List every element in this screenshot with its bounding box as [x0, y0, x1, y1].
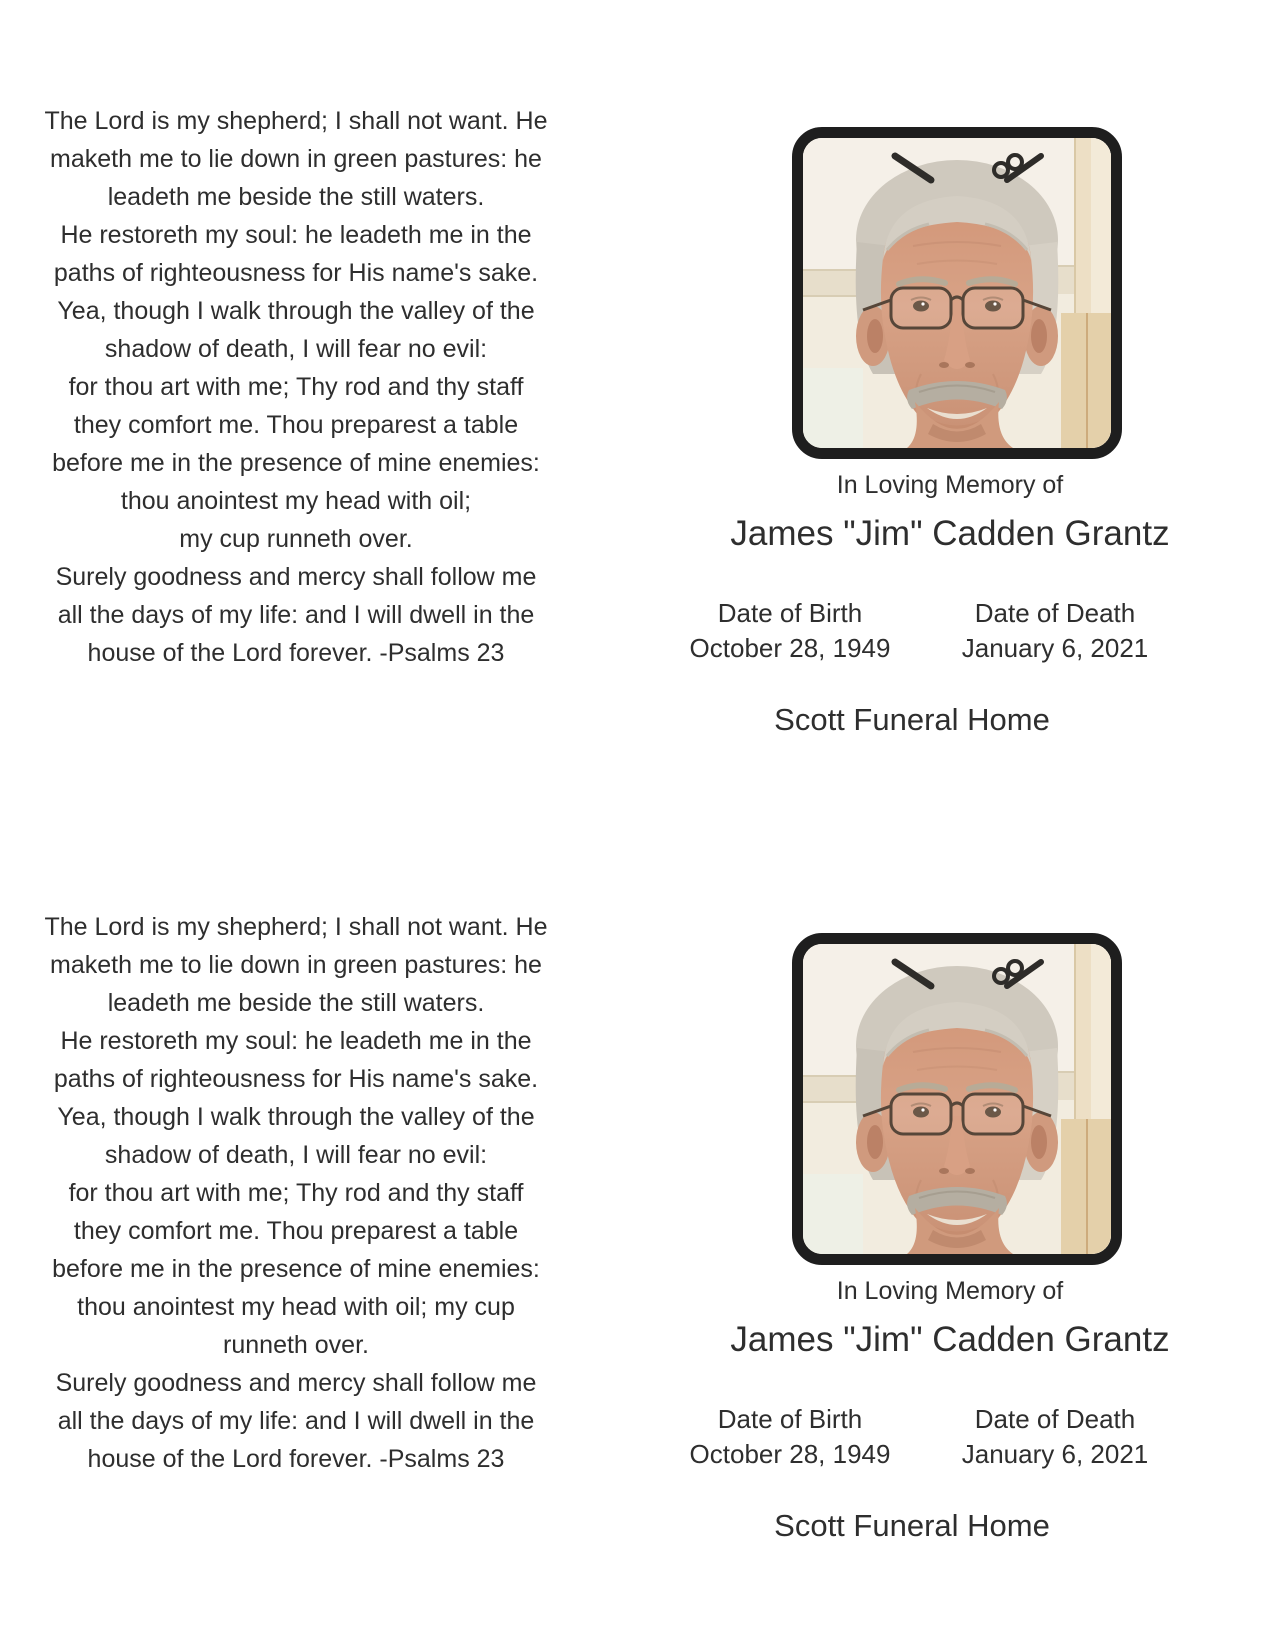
portrait-photo [792, 933, 1122, 1265]
date-of-birth-block [640, 596, 940, 666]
birth-label: Date of Birth [717, 1404, 863, 1434]
psalm-line: house of the Lord forever. -Psalms 23 [87, 639, 505, 667]
psalm-line: all the days of my life: and I will dwell in the [57, 1407, 535, 1435]
funeral-home-name: Scott Funeral Home [774, 702, 1050, 737]
psalm-line: paths of righteousness for His name's sake. [53, 259, 539, 287]
psalm-line: Surely goodness and mercy shall follow me [55, 1369, 537, 1397]
psalm-line: Yea, though I walk through the valley of the [57, 297, 535, 325]
psalm-line: shadow of death, I will fear no evil: [104, 335, 488, 363]
psalm-line: runneth over. [223, 1331, 369, 1359]
birth-date: October 28, 1949 [689, 1439, 891, 1469]
deceased-name: James "Jim" Cadden Grantz [730, 1320, 1170, 1359]
psalm-line: The Lord is my shepherd; I shall not want. He [44, 107, 548, 135]
date-of-death-block [905, 1402, 1205, 1472]
psalm-line: my cup runneth over. [179, 525, 413, 553]
death-label: Date of Death [974, 1404, 1136, 1434]
psalm-line: for thou art with me; Thy rod and thy staff [68, 1179, 524, 1207]
birth-date: October 28, 1949 [689, 633, 891, 663]
portrait-photo [792, 127, 1122, 459]
psalm-line: He restoreth my soul: he leadeth me in the [60, 221, 532, 249]
death-date: January 6, 2021 [961, 1439, 1149, 1469]
psalm-line: maketh me to lie down in green pastures: he [50, 951, 542, 979]
psalm-line: shadow of death, I will fear no evil: [104, 1141, 488, 1169]
psalm-line: Yea, though I walk through the valley of the [57, 1103, 535, 1131]
tribute-line: In Loving Memory of [836, 471, 1064, 499]
psalm-23-text [35, 102, 557, 672]
tribute-line: In Loving Memory of [836, 1277, 1064, 1305]
psalm-line: they comfort me. Thou preparest a table [73, 1217, 519, 1245]
psalm-line: leadeth me beside the still waters. [107, 989, 485, 1017]
funeral-home-name: Scott Funeral Home [774, 1508, 1050, 1543]
psalm-line: thou anointest my head with oil; my cup [77, 1293, 515, 1321]
memorial-card-top [0, 0, 1275, 824]
psalm-line: The Lord is my shepherd; I shall not want. He [44, 913, 548, 941]
psalm-line: He restoreth my soul: he leadeth me in the [60, 1027, 532, 1055]
psalm-line: maketh me to lie down in green pastures: he [50, 145, 542, 173]
date-of-death-block [905, 596, 1205, 666]
birth-label: Date of Birth [717, 598, 863, 628]
psalm-line: Surely goodness and mercy shall follow me [55, 563, 537, 591]
psalm-line: before me in the presence of mine enemies: [52, 1255, 540, 1283]
portrait-photo-image [803, 944, 1111, 1254]
psalm-line: paths of righteousness for His name's sake. [53, 1065, 539, 1093]
memorial-card-bottom [0, 806, 1275, 1630]
psalm-line: leadeth me beside the still waters. [107, 183, 485, 211]
psalm-line: for thou art with me; Thy rod and thy staff [68, 373, 524, 401]
date-of-birth-block [640, 1402, 940, 1472]
psalm-line: all the days of my life: and I will dwell in the [57, 601, 535, 629]
death-label: Date of Death [974, 598, 1136, 628]
deceased-name: James "Jim" Cadden Grantz [730, 514, 1170, 553]
psalm-line: before me in the presence of mine enemies: [52, 449, 540, 477]
psalm-23-text [35, 908, 557, 1478]
psalm-line: thou anointest my head with oil; [120, 487, 472, 515]
psalm-line: they comfort me. Thou preparest a table [73, 411, 519, 439]
psalm-line: house of the Lord forever. -Psalms 23 [87, 1445, 505, 1473]
portrait-photo-image [803, 138, 1111, 448]
death-date: January 6, 2021 [961, 633, 1149, 663]
